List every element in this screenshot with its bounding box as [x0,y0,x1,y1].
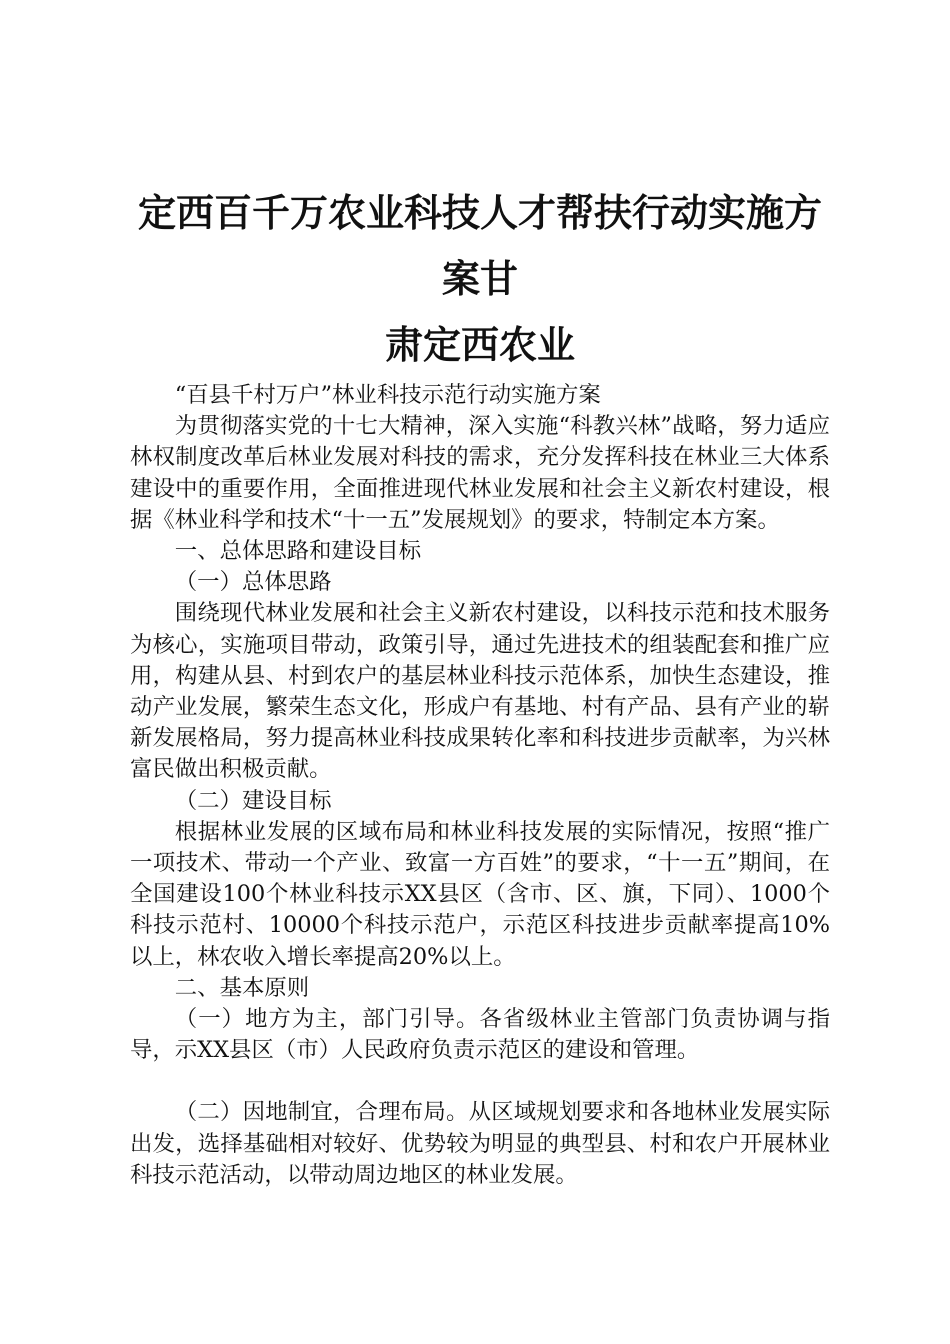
principle-paragraph-1: （一）地方为主，部门引导。各省级林业主管部门负责协调与指导，示XX县区（市）人民政府负责示范区的建设和管理。 [130,1006,830,1064]
subtitle-paragraph: “百县千村万户”林业科技示范行动实施方案 [174,382,601,408]
title-line-2: 肃定西农业 [384,323,575,367]
body-paragraph: 围绕现代林业发展和社会主义新农村建设，以科技示范和技术服务为核心，实施项目带动，政策引导，通过先进技术的组装配套和推广应用，构建从县、村到农户的基层林业科技示范体系，加快生态建设，推动产业发展，繁荣生态文化，形成户有基地、村有产品、县有产业的崭新发展格局，努力提高林业科技成果转化率和科技进步贡献率，为兴林富民做出积极贡献。 [130,600,830,783]
body-paragraph: 根据林业发展的区域布局和林业科技发展的实际情况，按照“推广一项技术、带动一个产业、致富一方百姓”的要求，“十一五”期间，在全国建设100个林业科技示XX县区（含市、区、旗，下同）、1000个科技示范村、10000个科技示范户，示范区科技进步贡献率提高10%以上，林农收入增长率提高20%以上。 [130,818,830,970]
intro-paragraph: 为贯彻落实党的十七大精神，深入实施“科教兴林”战略，努力适应林权制度改革后林业发展对科技的需求，充分发挥科技在林业三大体系建设中的重要作用，全面推进现代林业发展和社会主义新农村建设，根据《林业科学和技术“十一五”发展规划》的要求，特制定本方案。 [130,413,830,533]
document-body [130,380,830,1191]
document-title [130,180,830,378]
section-heading-2: 二、基本原则 [174,974,310,1001]
subsection-heading-1-1: （一）总体思路 [174,569,332,596]
title-line-1: 定西百千万农业科技人才帮扶行动实施方案甘 [137,191,822,301]
principle-paragraph-2: （二）因地制宜，合理布局。从区域规划要求和各地林业发展实际出发，选择基础相对较好、优势较为明显的典型县、村和农户开展林业科技示范活动，以带动周边地区的林业发展。 [130,1099,830,1188]
section-heading-1: 一、总体思路和建设目标 [174,538,422,565]
subsection-heading-1-2: （二）建设目标 [174,787,332,814]
document-page [130,180,830,1191]
